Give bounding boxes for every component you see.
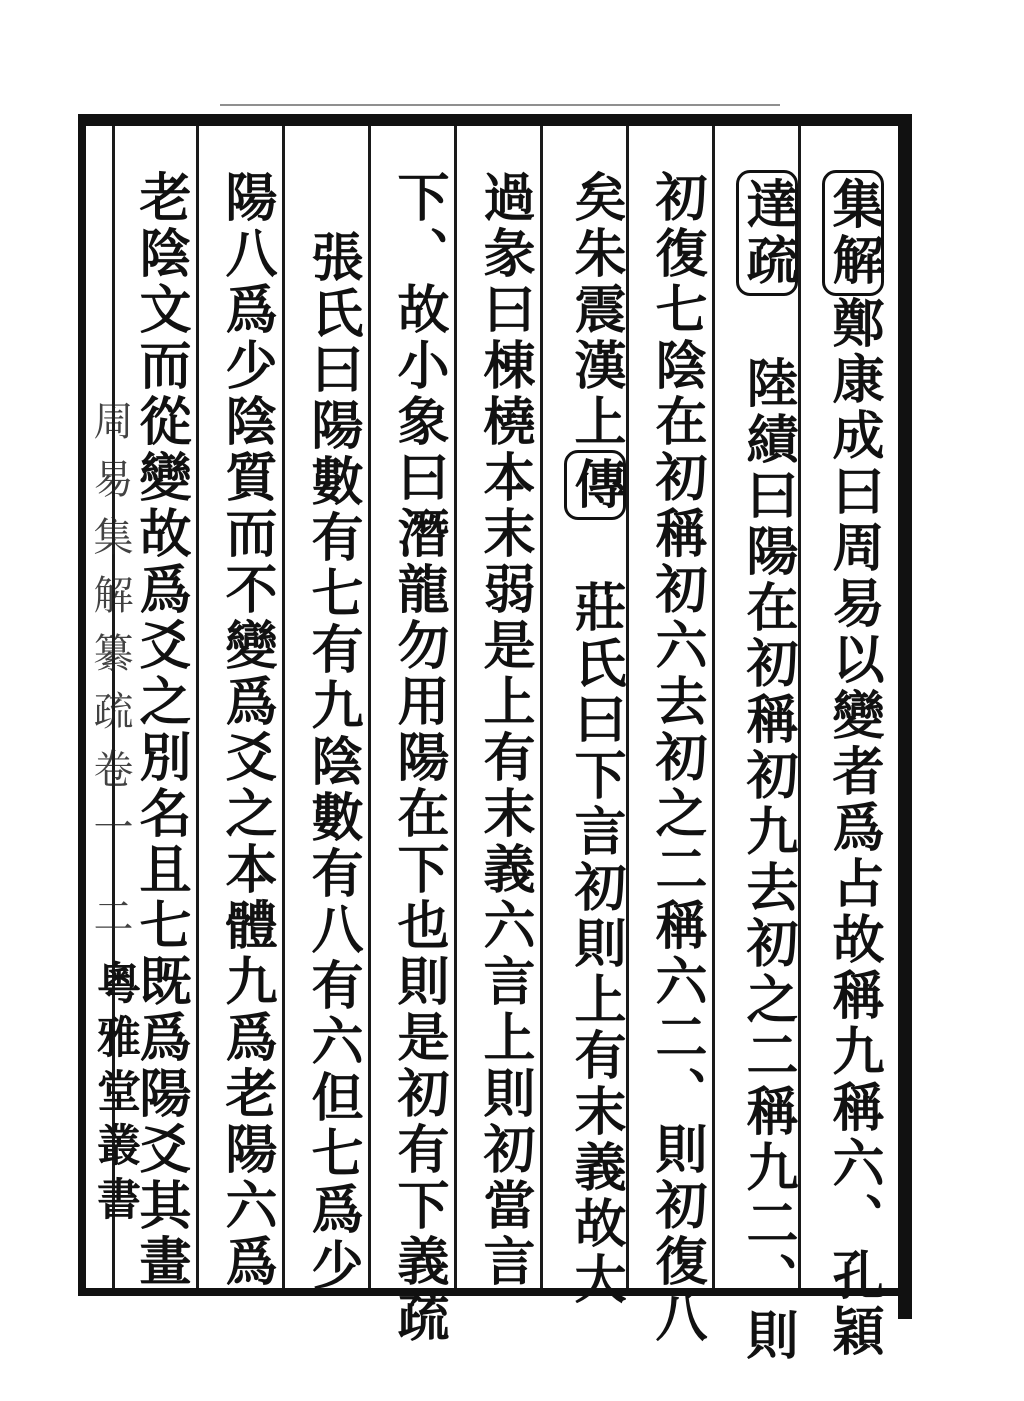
column-rule (454, 126, 457, 1288)
section-label: 達疏 (736, 170, 798, 296)
spine-folio: 二 (87, 894, 133, 953)
column-text: 矣朱震漢上 (565, 170, 626, 450)
text-column (302, 170, 363, 1294)
spine-title (82, 400, 139, 953)
column-text: 過彖曰棟橈本末弱是上有末義六言上則初當言 (474, 170, 535, 1290)
column-rule (712, 126, 715, 1288)
text-column (646, 170, 707, 1346)
column-rule (626, 126, 629, 1288)
frame-right (898, 114, 912, 1319)
column-text: 陸績曰陽在初稱初九去初之二稱九二、則 (737, 356, 798, 1364)
column-rule (540, 126, 543, 1288)
column-text: 下、故小象曰潛龍勿用陽在下也則是初有下義疏 (388, 170, 449, 1346)
column-text: 莊氏曰下言初則上有末義故大 (565, 580, 626, 1308)
text-column (564, 170, 626, 1308)
spine-publisher: 粵雅堂叢書 (89, 960, 140, 1230)
column-rule (368, 126, 371, 1288)
column-rule (798, 126, 801, 1288)
section-label: 集解 (822, 170, 884, 296)
text-column (822, 170, 884, 1360)
column-rule (196, 126, 199, 1288)
column-rule (282, 126, 285, 1288)
spine-title-text: 周易集解纂疏卷一 (87, 400, 133, 864)
column-text: 初復七陰在初稱初六去初之二稱六二、則初復八 (646, 170, 707, 1346)
section-label: 傳 (564, 450, 626, 520)
text-column (474, 170, 535, 1290)
column-text: 老陰文而從變故爲爻之別名且七既爲陽爻其畫 (130, 170, 191, 1290)
frame-top-hairline (220, 104, 780, 106)
column-text: 鄭康成曰周易以變者爲占故稱九稱六、孔穎 (823, 296, 884, 1360)
column-text: 陽八爲少陰質而不變爲爻之本體九爲老陽六爲 (216, 170, 277, 1290)
text-column (736, 170, 798, 1364)
text-column (388, 170, 449, 1346)
text-column (216, 170, 277, 1290)
frame-top (78, 114, 912, 126)
column-text: 張氏曰陽數有七有九陰數有八有六但七爲少 (302, 230, 363, 1294)
